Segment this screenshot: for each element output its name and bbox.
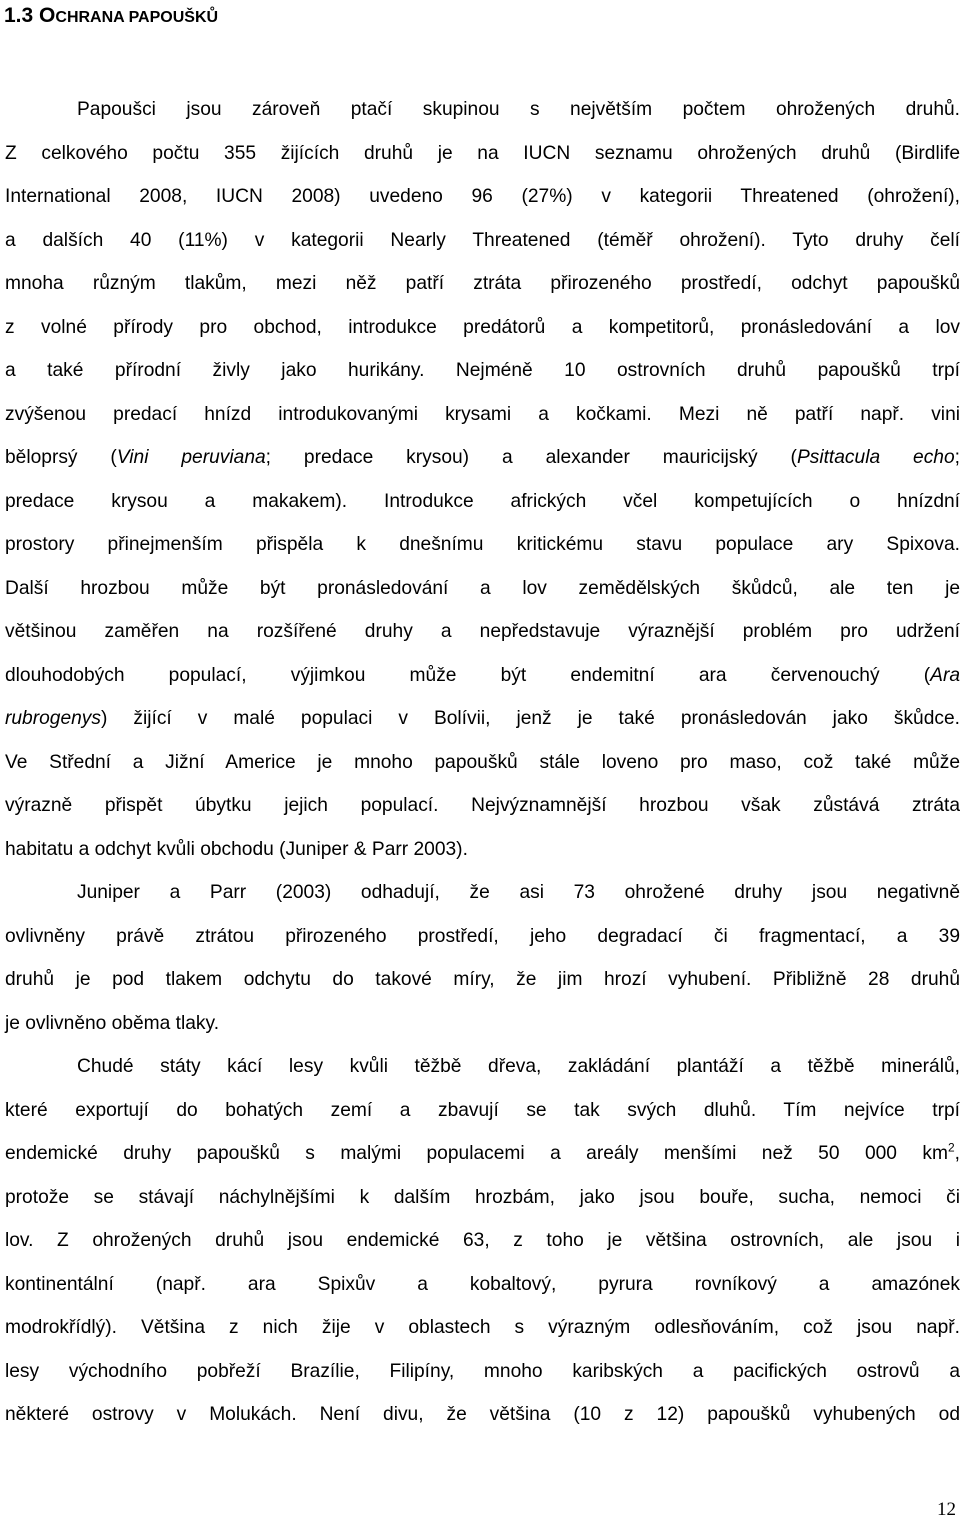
text-line: dlouhodobých populací, výjimkou může být endemitní ara červenouchý (Ara [5,664,960,686]
text-line: endemické druhy papoušků s malými populacemi a areály menšími než 50 000 $km^2$, [5,1140,960,1164]
text-line: některé ostrovy v Molukách. Není divu, že většina (10 z 12) papoušků vyhubených od [5,1404,960,1425]
text-line: výrazně přispět úbytku jejich populací. Nejvýznamnější hrozbou však zůstává ztráta [5,795,960,816]
text-line: rubrogenys) žijící v malé populaci v Bolívii, jenž je také pronásledován jako škůdce. [5,708,960,729]
text-line: Z celkového počtu 355 žijících druhů je na IUCN seznamu ohrožených druhů (Birdlife [5,142,960,164]
text-line: Papoušci jsou zároveň ptačí skupinou s největším počtem ohrožených druhů. [77,99,960,120]
heading-smallcaps: CHRANA PAPOUŠKŮ [55,9,219,26]
text-line: lov. Z ohrožených druhů jsou endemické 63, z toho je většina ostrovních, ale jsou i [5,1230,960,1251]
text-line: které exportují do bohatých zemí a zbavují se tak svých dluhů. Tím nejvíce trpí [5,1099,960,1121]
text-line: protože se stávají náchylnějšími k dalším hrozbám, jako jsou bouře, sucha, nemoci či [5,1186,960,1208]
species-name: Psittacula echo [796,447,955,468]
text-line: habitatu a odchyt kvůli obchodu (Juniper & Parr 2003). [5,838,468,860]
text-line: kontinentální (např. ara Spixův a kobaltový, pyrura rovníkový a amazónek [5,1273,960,1295]
page-number: 12 [937,1499,956,1520]
text-line: a dalších 40 (11%) v kategorii Nearly Threatened (téměř ohrožení). Tyto druhy čelí [5,229,960,251]
section-heading [4,2,218,32]
text-line: zvýšenou predací hnízd introdukovanými krysami a kočkami. Mezi ně patří např. vini [5,403,960,425]
heading-initial: O [39,4,56,27]
text-line: prostory přinejmenším přispěla k dnešnímu kritickému stavu populace ary Spixova. [5,534,960,555]
superscript: 2 [947,1140,955,1155]
text-line: druhů je pod tlakem odchytu do takové míry, že jim hrozí vyhubení. Přibližně 28 druhů [5,969,960,990]
text-line: lesy východního pobřeží Brazílie, Filipíny, mnoho karibských a pacifických ostrovů a [5,1360,960,1382]
text-line: Chudé státy kácí lesy kvůli těžbě dřeva, zakládání plantáží a těžbě minerálů, [77,1056,960,1077]
text-line: International 2008, IUCN 2008) uvedeno 96 (27%) v kategorii Threatened (ohrožení), [5,186,960,207]
text-line: většinou zaměřen na rozšířené druhy a nepředstavuje výraznější problém pro udržení [5,621,960,642]
text-line: Ve Střední a Jižní Americe je mnoho papoušků stále loveno pro maso, což také může [5,751,960,773]
text-line: a také přírodní živly jako hurikány. Nejméně 10 ostrovních druhů papoušků trpí [5,360,960,381]
species-name: rubrogenys [5,708,101,729]
text-line: Juniper a Parr (2003) odhadují, že asi 73 ohrožené druhy jsou negativně [77,882,960,903]
text-line: z volné přírody pro obchod, introdukce predátorů a kompetitorů, pronásledování a lov [5,316,960,338]
text-line: predace krysou a makakem). Introdukce afrických včel kompetujících o hnízdní [5,490,960,512]
text-line: je ovlivněno oběma tlaky. [5,1012,220,1034]
text-line: běloprsý (Vini peruviana; predace krysou) a alexander mauricijský (Psittacula echo; [5,447,960,468]
text-line: modrokřídlý). Většina z nich žije v oblastech s výrazným odlesňováním, což jsou např. [5,1317,960,1338]
body-text [5,88,960,1437]
text-line: mnoha různým tlakům, mezi něž patří ztráta přirozeného prostředí, odchyt papoušků [5,273,960,294]
section-number: 1.3 [4,4,34,27]
text-line: ovlivněny právě ztrátou přirozeného prostředí, jeho degradací či fragmentací, a 39 [5,925,960,947]
species-name: Vini peruviana [116,447,266,468]
text-line: Další hrozbou může být pronásledování a lov zemědělských škůdců, ale ten je [5,577,960,599]
species-name: Ara [930,664,960,686]
